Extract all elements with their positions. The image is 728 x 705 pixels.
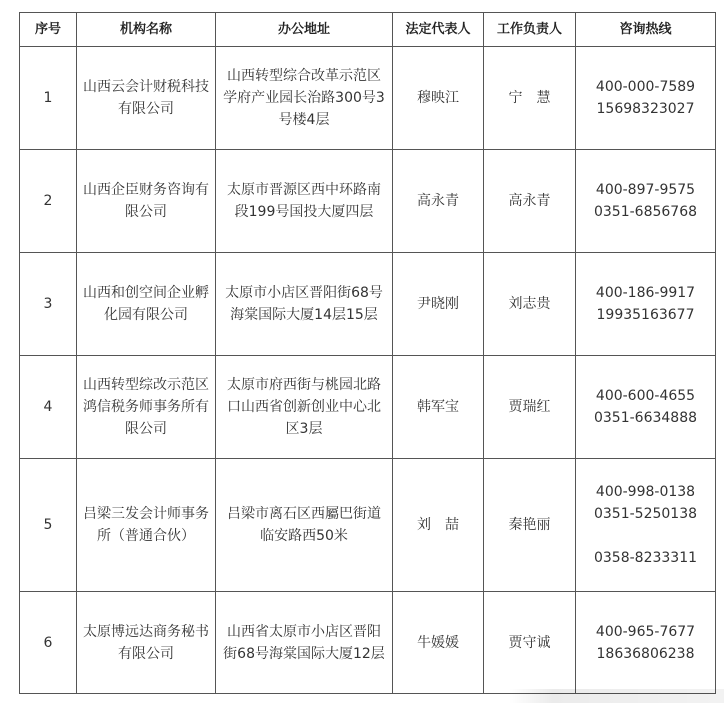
header-address: 办公地址 <box>216 13 393 47</box>
phone-line: 15698323027 <box>596 101 695 117</box>
table-row <box>20 592 716 694</box>
cell-name: 太原博远达商务秘书有限公司 <box>77 592 216 694</box>
cell-no: 3 <box>20 253 77 356</box>
phone-line: 400-600-4655 <box>595 388 696 404</box>
cell-name: 山西企臣财务咨询有限公司 <box>77 150 216 253</box>
cell-phone <box>576 150 716 253</box>
table-row <box>20 150 716 253</box>
phone-line: 18636806238 <box>596 645 695 662</box>
phone-line: 0351-6634888 <box>593 410 698 426</box>
cell-name: 山西云会计财税科技有限公司 <box>77 47 216 150</box>
cell-name: 吕梁三发会计师事务所（普通合伙） <box>77 459 216 592</box>
cell-legal: 刘 喆 <box>393 459 484 592</box>
cell-phone <box>576 592 716 694</box>
cell-manager: 贾瑞红 <box>484 356 576 459</box>
cell-manager: 贾守诚 <box>484 592 576 694</box>
cell-phone <box>576 47 716 150</box>
cell-address: 山西转型综合改革示范区学府产业园长治路300号3号楼4层 <box>216 47 393 150</box>
cell-address: 太原市府西街与桃园北路口山西省创新创业中心北区3层 <box>216 356 393 459</box>
cell-manager: 秦艳丽 <box>484 459 576 592</box>
table-row <box>20 47 716 150</box>
cell-address: 吕梁市离石区西屬巴街道临安路西50米 <box>216 459 393 592</box>
cell-no: 1 <box>20 47 77 150</box>
cell-legal: 穆映江 <box>393 47 484 150</box>
header-manager: 工作负责人 <box>484 13 576 47</box>
header-phone: 咨询热线 <box>576 13 716 47</box>
phone-line: 400-897-9575 <box>595 182 696 198</box>
cell-no: 6 <box>20 592 77 694</box>
phone-line: 400-000-7589 <box>595 79 696 95</box>
table-header-row <box>20 13 716 47</box>
cell-address: 山西省太原市小店区晋阳街68号海棠国际大厦12层 <box>216 592 393 694</box>
phone-line: 400-186-9917 <box>595 285 696 301</box>
phone-line: 19935163677 <box>596 307 695 323</box>
watermark <box>509 689 724 703</box>
cell-phone <box>576 356 716 459</box>
cell-address: 太原市晋源区西中环路南段199号国投大厦四层 <box>216 150 393 253</box>
phone-line: 400-998-0138 <box>595 484 696 500</box>
header-name: 机构名称 <box>77 13 216 47</box>
cell-name: 山西和创空间企业孵化园有限公司 <box>77 253 216 356</box>
cell-phone <box>576 459 716 592</box>
table-row <box>20 253 716 356</box>
cell-manager: 刘志贵 <box>484 253 576 356</box>
cell-legal: 尹晓刚 <box>393 253 484 356</box>
cell-no: 5 <box>20 459 77 592</box>
cell-name: 山西转型综改示范区鸿信税务师事务所有限公司 <box>77 356 216 459</box>
cell-legal: 高永青 <box>393 150 484 253</box>
cell-address: 太原市小店区晋阳街68号海棠国际大厦14层15层 <box>216 253 393 356</box>
cell-phone <box>576 253 716 356</box>
phone-line: 0351-5250138 <box>593 506 698 522</box>
cell-no: 4 <box>20 356 77 459</box>
cell-legal: 牛媛媛 <box>393 592 484 694</box>
table-row <box>20 356 716 459</box>
phone-line: 400-965-7677 <box>595 623 696 640</box>
agency-table <box>19 12 716 694</box>
table-row <box>20 459 716 592</box>
phone-line: 0351-6856768 <box>593 204 698 220</box>
header-legal: 法定代表人 <box>393 13 484 47</box>
phone-line: 0358-8233311 <box>593 550 698 566</box>
cell-legal: 韩军宝 <box>393 356 484 459</box>
header-no: 序号 <box>20 13 77 47</box>
cell-manager: 高永青 <box>484 150 576 253</box>
cell-no: 2 <box>20 150 77 253</box>
cell-manager: 宁 慧 <box>484 47 576 150</box>
